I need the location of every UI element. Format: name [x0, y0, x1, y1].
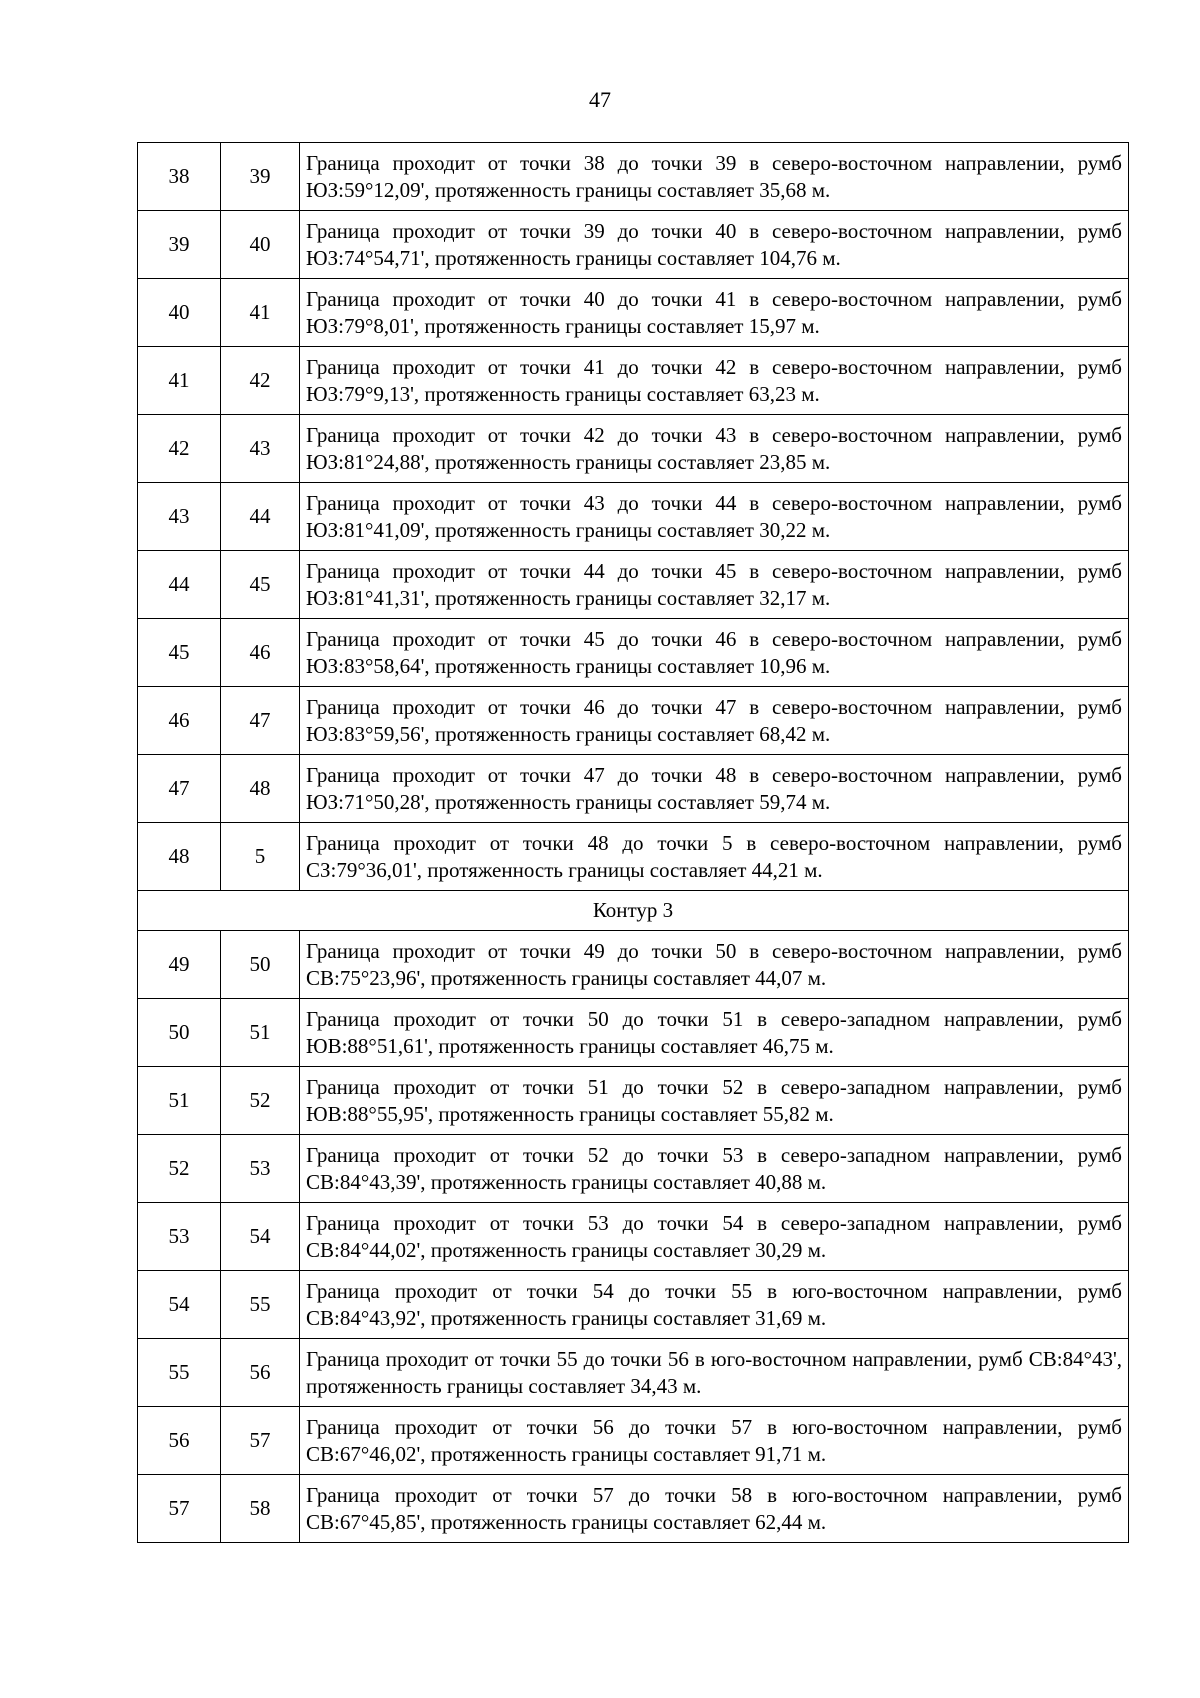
point-to-cell: 57: [221, 1407, 300, 1475]
boundary-description-cell: Граница проходит от точки 50 до точки 51 в северо-западном направлении, румб ЮВ:88°51,61', протяженность границы составляет 46,75 м.: [300, 999, 1129, 1067]
point-to-cell: 39: [221, 143, 300, 211]
point-from-cell: 57: [138, 1475, 221, 1543]
boundary-description-cell: Граница проходит от точки 39 до точки 40 в северо-восточном направлении, румб ЮЗ:74°54,71', протяженность границы составляет 104,76 м.: [300, 211, 1129, 279]
boundary-description-cell: Граница проходит от точки 56 до точки 57 в юго-восточном направлении, румб СВ:67°46,02', протяженность границы составляет 91,71 м.: [300, 1407, 1129, 1475]
contour-row: [138, 891, 1129, 931]
table-row: [138, 619, 1129, 687]
table-row: [138, 823, 1129, 891]
boundary-description-cell: Граница проходит от точки 41 до точки 42 в северо-восточном направлении, румб ЮЗ:79°9,13', протяженность границы составляет 63,23 м.: [300, 347, 1129, 415]
point-from-cell: 49: [138, 931, 221, 999]
point-to-cell: 48: [221, 755, 300, 823]
boundary-description-cell: Граница проходит от точки 52 до точки 53 в северо-западном направлении, румб СВ:84°43,39', протяженность границы составляет 40,88 м.: [300, 1135, 1129, 1203]
table-row: [138, 551, 1129, 619]
point-from-cell: 52: [138, 1135, 221, 1203]
table-row: [138, 1135, 1129, 1203]
table-row: [138, 279, 1129, 347]
point-to-cell: 47: [221, 687, 300, 755]
point-to-cell: 50: [221, 931, 300, 999]
point-from-cell: 42: [138, 415, 221, 483]
point-from-cell: 41: [138, 347, 221, 415]
table-row: [138, 1407, 1129, 1475]
point-from-cell: 45: [138, 619, 221, 687]
point-to-cell: 43: [221, 415, 300, 483]
page-number: 47: [589, 87, 611, 112]
boundary-description-cell: Граница проходит от точки 42 до точки 43 в северо-восточном направлении, румб ЮЗ:81°24,88', протяженность границы составляет 23,85 м.: [300, 415, 1129, 483]
table-row: [138, 211, 1129, 279]
point-to-cell: 53: [221, 1135, 300, 1203]
point-from-cell: 56: [138, 1407, 221, 1475]
table-row: [138, 415, 1129, 483]
point-to-cell: 44: [221, 483, 300, 551]
boundary-table: [137, 142, 1129, 1543]
point-to-cell: 46: [221, 619, 300, 687]
table-row: [138, 755, 1129, 823]
point-from-cell: 48: [138, 823, 221, 891]
contour-section: [138, 891, 1129, 931]
point-from-cell: 38: [138, 143, 221, 211]
boundary-description-cell: Граница проходит от точки 49 до точки 50 в северо-восточном направлении, румб СВ:75°23,96', протяженность границы составляет 44,07 м.: [300, 931, 1129, 999]
boundary-description-cell: Граница проходит от точки 44 до точки 45 в северо-восточном направлении, румб ЮЗ:81°41,31', протяженность границы составляет 32,17 м.: [300, 551, 1129, 619]
point-from-cell: 44: [138, 551, 221, 619]
table-row: [138, 143, 1129, 211]
point-from-cell: 47: [138, 755, 221, 823]
table-row: [138, 687, 1129, 755]
boundary-description-cell: Граница проходит от точки 54 до точки 55 в юго-восточном направлении, румб СВ:84°43,92', протяженность границы составляет 31,69 м.: [300, 1271, 1129, 1339]
point-from-cell: 39: [138, 211, 221, 279]
point-from-cell: 54: [138, 1271, 221, 1339]
boundary-description-cell: Граница проходит от точки 47 до точки 48 в северо-восточном направлении, румб ЮЗ:71°50,28', протяженность границы составляет 59,74 м.: [300, 755, 1129, 823]
point-from-cell: 51: [138, 1067, 221, 1135]
boundary-description-cell: Граница проходит от точки 45 до точки 46 в северо-восточном направлении, румб ЮЗ:83°58,64', протяженность границы составляет 10,96 м.: [300, 619, 1129, 687]
table-row: [138, 1475, 1129, 1543]
point-to-cell: 42: [221, 347, 300, 415]
boundary-description-cell: Граница проходит от точки 43 до точки 44 в северо-восточном направлении, румб ЮЗ:81°41,09', протяженность границы составляет 30,22 м.: [300, 483, 1129, 551]
point-to-cell: 58: [221, 1475, 300, 1543]
boundary-description-cell: Граница проходит от точки 46 до точки 47 в северо-восточном направлении, румб ЮЗ:83°59,56', протяженность границы составляет 68,42 м.: [300, 687, 1129, 755]
boundary-description-cell: Граница проходит от точки 53 до точки 54 в северо-западном направлении, румб СВ:84°44,02', протяженность границы составляет 30,29 м.: [300, 1203, 1129, 1271]
point-from-cell: 46: [138, 687, 221, 755]
boundary-description-cell: Граница проходит от точки 40 до точки 41 в северо-восточном направлении, румб ЮЗ:79°8,01', протяженность границы составляет 15,97 м.: [300, 279, 1129, 347]
rows-before: [138, 143, 1129, 891]
point-to-cell: 5: [221, 823, 300, 891]
point-from-cell: 50: [138, 999, 221, 1067]
table-row: [138, 1339, 1129, 1407]
rows-after: [138, 931, 1129, 1543]
point-from-cell: 53: [138, 1203, 221, 1271]
point-to-cell: 45: [221, 551, 300, 619]
table-row: [138, 999, 1129, 1067]
point-to-cell: 41: [221, 279, 300, 347]
boundary-description-cell: Граница проходит от точки 51 до точки 52 в северо-западном направлении, румб ЮВ:88°55,95', протяженность границы составляет 55,82 м.: [300, 1067, 1129, 1135]
point-to-cell: 51: [221, 999, 300, 1067]
boundary-description-cell: Граница проходит от точки 48 до точки 5 в северо-восточном направлении, румб СЗ:79°36,01', протяженность границы составляет 44,21 м.: [300, 823, 1129, 891]
point-to-cell: 55: [221, 1271, 300, 1339]
table-row: [138, 483, 1129, 551]
point-to-cell: 40: [221, 211, 300, 279]
boundary-description-cell: Граница проходит от точки 55 до точки 56 в юго-восточном направлении, румб СВ:84°43', протяженность границы составляет 34,43 м.: [300, 1339, 1129, 1407]
point-to-cell: 54: [221, 1203, 300, 1271]
table-row: [138, 1271, 1129, 1339]
point-from-cell: 55: [138, 1339, 221, 1407]
point-from-cell: 43: [138, 483, 221, 551]
boundary-description-cell: Граница проходит от точки 57 до точки 58 в юго-восточном направлении, румб СВ:67°45,85', протяженность границы составляет 62,44 м.: [300, 1475, 1129, 1543]
table-row: [138, 1203, 1129, 1271]
point-to-cell: 56: [221, 1339, 300, 1407]
table-row: [138, 347, 1129, 415]
table-row: [138, 931, 1129, 999]
table-row: [138, 1067, 1129, 1135]
point-to-cell: 52: [221, 1067, 300, 1135]
contour-label: Контур 3: [138, 891, 1129, 931]
point-from-cell: 40: [138, 279, 221, 347]
boundary-description-cell: Граница проходит от точки 38 до точки 39 в северо-восточном направлении, румб ЮЗ:59°12,09', протяженность границы составляет 35,68 м.: [300, 143, 1129, 211]
